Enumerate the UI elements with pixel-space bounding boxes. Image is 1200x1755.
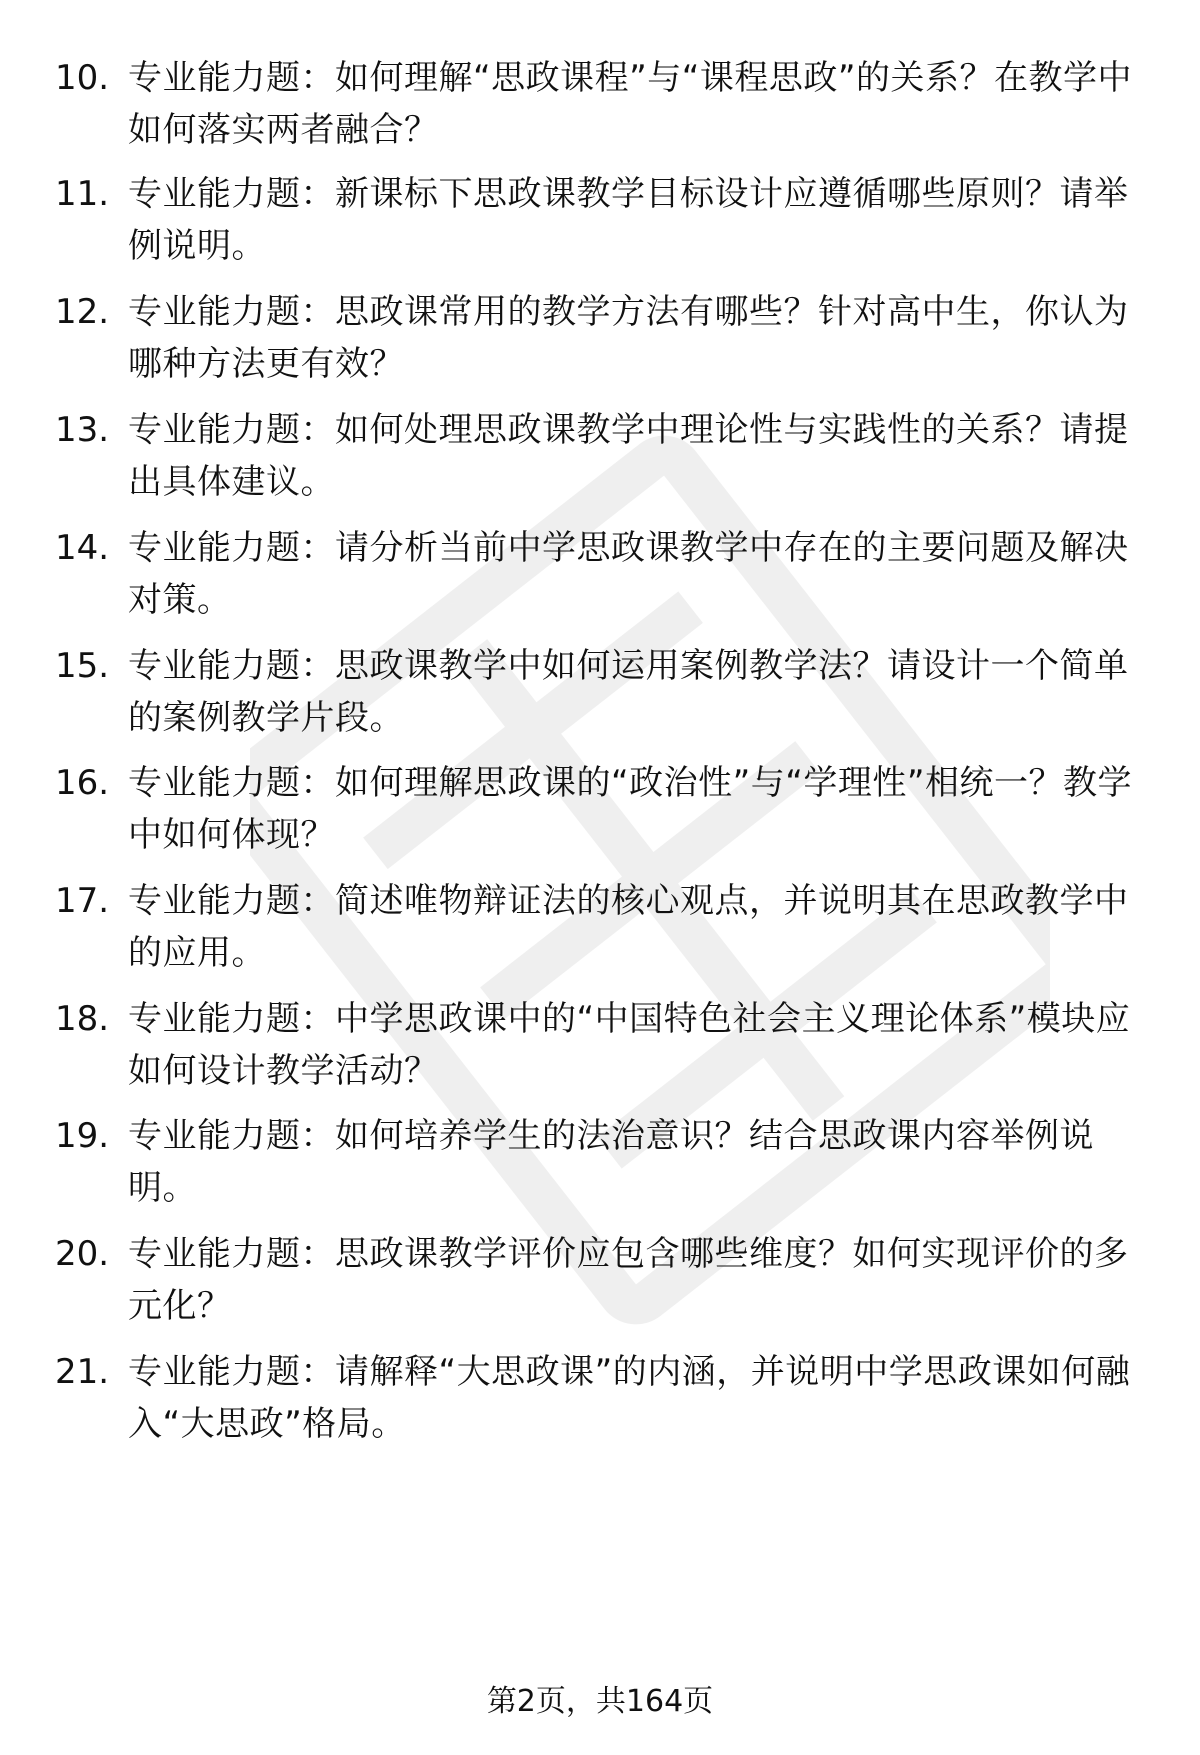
question-number: 15. bbox=[55, 646, 110, 686]
question-text: 专业能力题：简述唯物辩证法的核心观点，并说明其在思政教学中的应用。 bbox=[128, 881, 1129, 973]
list-item bbox=[0, 52, 1200, 162]
list-item bbox=[0, 640, 1200, 750]
page-indicator: 第2页，共164页 bbox=[486, 1684, 714, 1719]
question-number: 20. bbox=[55, 1234, 110, 1274]
list-item bbox=[0, 1228, 1200, 1338]
question-text: 专业能力题：思政课常用的教学方法有哪些？针对高中生，你认为哪种方法更有效？ bbox=[128, 292, 1129, 384]
list-item bbox=[0, 286, 1200, 396]
question-text: 专业能力题：请解释“大思政课”的内涵，并说明中学思政课如何融入“大思政”格局。 bbox=[128, 1352, 1131, 1444]
question-number: 10. bbox=[55, 58, 110, 98]
question-text: 专业能力题：新课标下思政课教学目标设计应遵循哪些原则？请举例说明。 bbox=[128, 174, 1129, 266]
list-item bbox=[0, 522, 1200, 632]
question-number: 21. bbox=[55, 1352, 110, 1392]
question-number: 17. bbox=[55, 881, 110, 921]
question-text: 专业能力题：如何理解“思政课程”与“课程思政”的关系？在教学中如何落实两者融合？ bbox=[128, 58, 1132, 150]
question-text: 专业能力题：如何理解思政课的“政治性”与“学理性”相统一？教学中如何体现？ bbox=[128, 763, 1132, 855]
question-number: 19. bbox=[55, 1116, 110, 1156]
list-item bbox=[0, 757, 1200, 867]
question-number: 11. bbox=[55, 174, 110, 214]
question-number: 14. bbox=[55, 528, 110, 568]
question-text: 专业能力题：如何处理思政课教学中理论性与实践性的关系？请提出具体建议。 bbox=[128, 410, 1129, 502]
list-item bbox=[0, 1110, 1200, 1220]
list-item bbox=[0, 404, 1200, 514]
question-text: 专业能力题：如何培养学生的法治意识？结合思政课内容举例说明。 bbox=[128, 1116, 1094, 1208]
question-text: 专业能力题：思政课教学中如何运用案例教学法？请设计一个简单的案例教学片段。 bbox=[128, 646, 1129, 738]
question-number: 18. bbox=[55, 999, 110, 1039]
list-item bbox=[0, 168, 1200, 278]
list-item bbox=[0, 1346, 1200, 1456]
list-item bbox=[0, 993, 1200, 1103]
question-number: 16. bbox=[55, 763, 110, 803]
question-text: 专业能力题：请分析当前中学思政课教学中存在的主要问题及解决对策。 bbox=[128, 528, 1129, 620]
question-number: 12. bbox=[55, 292, 110, 332]
question-number: 13. bbox=[55, 410, 110, 450]
list-item bbox=[0, 875, 1200, 985]
question-text: 专业能力题：中学思政课中的“中国特色社会主义理论体系”模块应如何设计教学活动？ bbox=[128, 999, 1131, 1091]
question-text: 专业能力题：思政课教学评价应包含哪些维度？如何实现评价的多元化？ bbox=[128, 1234, 1129, 1326]
